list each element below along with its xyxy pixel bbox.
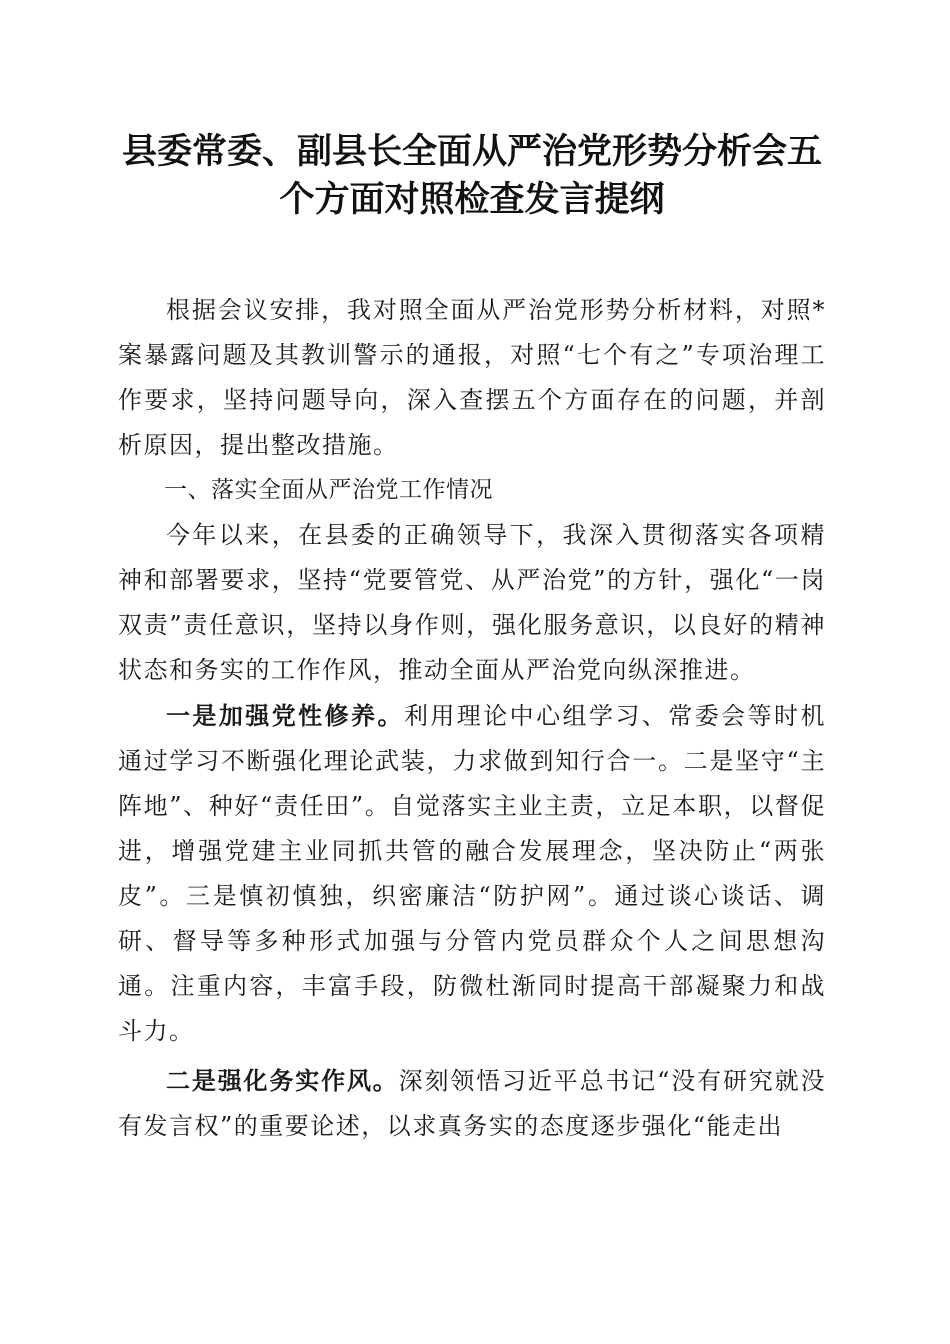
title-line-1: 县委常委、副县长全面从严治党形势分析会五 bbox=[121, 131, 822, 172]
document-page bbox=[118, 128, 826, 1149]
document-body bbox=[118, 288, 826, 1149]
point-1-lead: 一是加强党性修养。 bbox=[166, 701, 404, 730]
point-2-paragraph bbox=[118, 1058, 826, 1149]
title-line-2: 个方面对照检查发言提纲 bbox=[279, 179, 665, 220]
point-2-lead: 二是强化务实作风。 bbox=[166, 1066, 399, 1095]
intro-paragraph: 根据会议安排，我对照全面从严治党形势分析材料，对照*案暴露问题及其教训警示的通报，对照“七个有之”专项治理工作要求，坚持问题导向，深入查摆五个方面存在的问题，并剖析原因，提出整改措施。 bbox=[118, 296, 826, 459]
document-title bbox=[118, 128, 826, 224]
section-1-paragraph: 今年以来，在县委的正确领导下，我深入贯彻落实各项精神和部署要求，坚持“党要管党、从严治党”的方针，强化“一岗双责”责任意识，坚持以身作则，强化服务意识，以良好的精神状态和务实的工作作风，推动全面从严治党向纵深推进。 bbox=[118, 521, 826, 684]
point-1-text: 利用理论中心组学习、常委会等时机通过学习不断强化理论武装，力求做到知行合一。二是坚守“主阵地”、种好“责任田”。自觉落实主业主责，立足本职，以督促进，增强党建主业同抓共管的融合发展理念，坚决防止“两张皮”。三是慎初慎独，织密廉洁“防护网”。通过谈心谈话、调研、督导等多种形式加强与分管内党员群众个人之间思想沟通。注重内容，丰富手段，防微杜渐同时提高干部凝聚力和战斗力。 bbox=[118, 702, 826, 1045]
point-1-paragraph bbox=[118, 693, 826, 1054]
section-1-heading: 一、落实全面从严治党工作情况 bbox=[164, 477, 493, 503]
point-2-text: 深刻领悟习近平总书记“没有研究就没有发言权”的重要论述，以求真务实的态度逐步强化“能走出 bbox=[118, 1067, 826, 1140]
